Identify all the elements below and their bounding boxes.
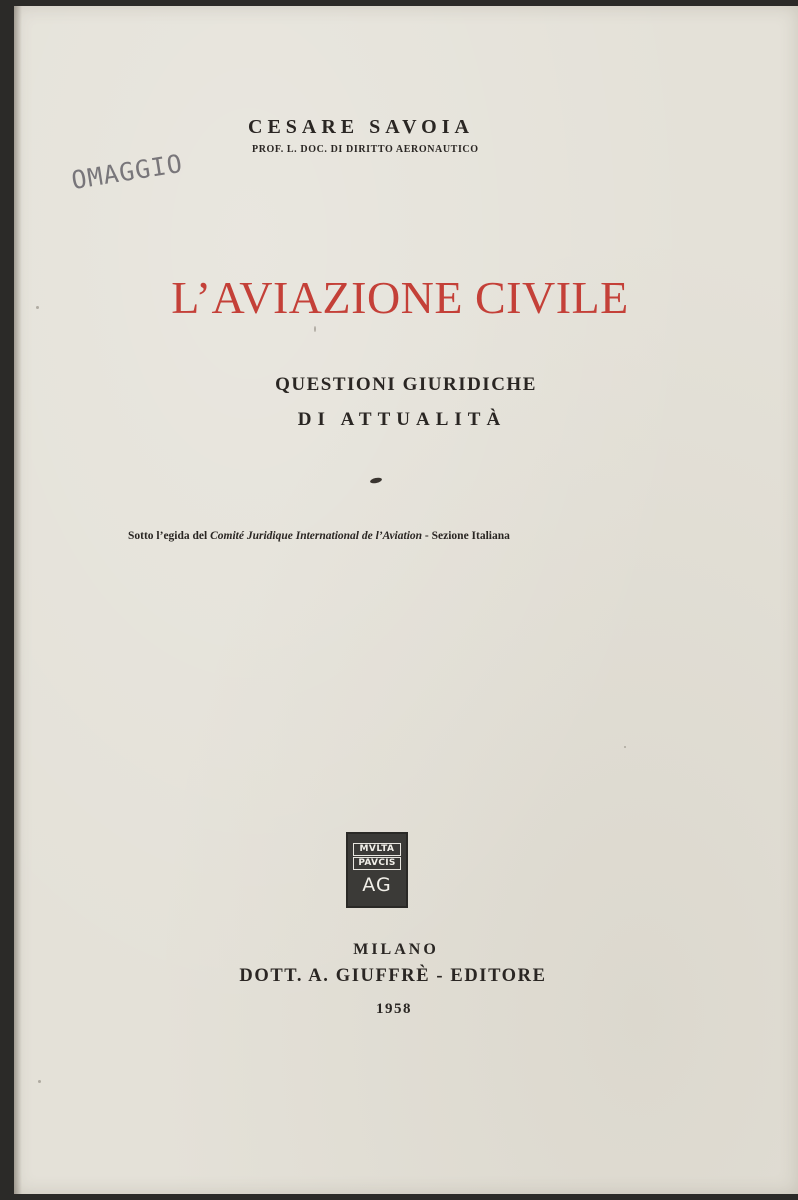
aegis-institution: Comité Juridique International de l’Aviation <box>210 530 423 542</box>
book-cover <box>14 6 798 1194</box>
ornament-mark <box>370 477 383 484</box>
author-name: CESARE SAVOIA <box>248 116 474 138</box>
publication-year: 1958 <box>376 1001 412 1017</box>
logo-motto-line-2: PAVCIS <box>353 857 401 870</box>
publisher-name: DOTT. A. GIUFFRÈ - EDITORE <box>239 966 547 986</box>
subtitle-line-2: DI ATTUALITÀ <box>297 409 507 430</box>
paper-speck <box>38 1080 41 1083</box>
paper-speck <box>36 306 39 309</box>
logo-motto-line-1: MVLTA <box>353 843 401 856</box>
aegis-prefix: Sotto l’egida del <box>128 530 208 542</box>
author-affiliation: PROF. L. DOC. DI DIRITTO AERONAUTICO <box>252 144 479 155</box>
omaggio-stamp: OMAGGIO <box>69 148 185 195</box>
paper-speck <box>314 326 316 332</box>
publisher-logo <box>346 832 408 908</box>
aegis-suffix: - Sezione Italiana <box>424 530 510 542</box>
logo-monogram: AG <box>362 874 392 896</box>
subtitle-line-1: QUESTIONI GIURIDICHE <box>275 374 537 395</box>
aegis-line <box>128 530 510 542</box>
publication-city: MILANO <box>353 941 439 958</box>
book-title: L’AVIAZIONE CIVILE <box>171 272 629 323</box>
paper-speck <box>624 746 626 748</box>
